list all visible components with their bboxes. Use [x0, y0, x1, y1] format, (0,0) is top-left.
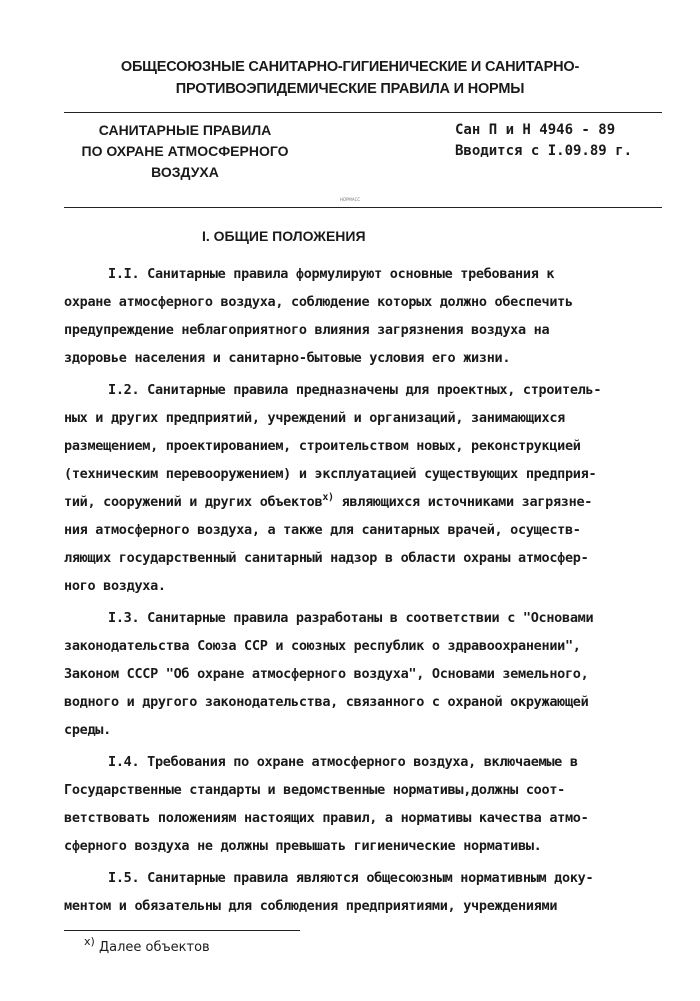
text-line-with-footnote — [64, 488, 674, 516]
document-title-line-2: ПО ОХРАНЕ АТМОСФЕРНОГО — [81, 143, 289, 159]
text-line: Государственные стандарты и ведомственные нормативы,должны соот- — [64, 782, 565, 798]
text-line: ния атмосферного воздуха, а также для санитарных врачей, осуществ- — [64, 522, 581, 538]
header-title-line-2: ПРОТИВОЭПИДЕМИЧЕСКИЕ ПРАВИЛА И НОРМЫ — [175, 81, 525, 97]
text-line: I.5. Санитарные правила являются общесоюзным нормативным доку- — [108, 870, 594, 886]
document-meta — [455, 120, 685, 162]
stamp-mark: НОРМАСС — [339, 197, 361, 202]
text-line: предупреждение неблагоприятного влияния загрязнения воздуха на — [64, 322, 550, 338]
document-code: Сан П и Н 4946 - 89 — [455, 122, 616, 138]
text-line: среды. — [64, 722, 111, 738]
document-body — [64, 260, 674, 924]
text-line: ментом и обязательны для соблюдения предприятиями, учреждениями — [64, 898, 558, 914]
document-title-line-3: ВОЗДУХА — [151, 164, 219, 180]
text-segment: тий, сооружений и других объектов — [64, 494, 323, 510]
paragraph-1-5 — [64, 864, 674, 920]
text-line: ветствовать положениям настоящих правил, а нормативы качества атмо- — [64, 810, 589, 826]
paragraph-1-3 — [64, 604, 674, 744]
text-line: ляющих государственный санитарный надзор в области охраны атмосфер- — [64, 550, 589, 566]
text-line: здоровье населения и санитарно-бытовые условия его жизни. — [64, 350, 511, 366]
footnote-marker: x) — [84, 935, 95, 948]
text-line: сферного воздуха не должны превышать гигиенические нормативы. — [64, 838, 542, 854]
title-divider — [64, 207, 662, 208]
footnote-reference: x) — [322, 492, 334, 503]
text-line: водного и другого законодательства, связанного с охраной окружающей — [64, 694, 589, 710]
footnote-divider — [64, 930, 300, 931]
effective-date: Вводится с I.09.89 г. — [455, 143, 633, 159]
header-title — [0, 56, 700, 100]
section-title: I. ОБЩИЕ ПОЛОЖЕНИЯ — [202, 228, 366, 244]
paragraph-1-2 — [64, 376, 674, 600]
paragraph-1-4 — [64, 748, 674, 860]
text-line: ных и других предприятий, учреждений и организаций, занимающихся — [64, 410, 565, 426]
header-title-line-1: ОБЩЕСОЮЗНЫЕ САНИТАРНО-ГИГИЕНИЧЕСКИЕ И САНИТАРНО- — [120, 59, 580, 75]
text-line: I.2. Санитарные правила предназначены для проектных, строитель- — [108, 382, 602, 398]
text-line: размещением, проектированием, строительством новых, реконструкцией — [64, 438, 581, 454]
text-line: Законом СССР "Об охране атмосферного воздуха", Основами земельного, — [64, 666, 589, 682]
text-segment: являющихся источниками загрязне- — [333, 494, 593, 510]
paragraph-1-1 — [64, 260, 674, 372]
text-line: законодательства Союза ССР и союзных республик о здравоохранении", — [64, 638, 581, 654]
document-title-line-1: САНИТАРНЫЕ ПРАВИЛА — [98, 122, 272, 138]
text-line: I.4. Требования по охране атмосферного воздуха, включаемые в — [108, 754, 578, 770]
text-line: охране атмосферного воздуха, соблюдение которых должно обеспечить — [64, 294, 573, 310]
text-line: I.3. Санитарные правила разработаны в соответствии с "Основами — [108, 610, 594, 626]
text-line: ного воздуха. — [64, 578, 166, 594]
text-line: (техническим перевооружением) и эксплуатацией существующих предприя- — [64, 466, 597, 482]
header-divider — [64, 112, 662, 113]
text-line: I.I. Санитарные правила формулируют основные требования к — [108, 266, 555, 282]
footnote-text: Далее объектов — [94, 940, 210, 955]
document-title — [60, 120, 310, 183]
footnote — [84, 935, 210, 955]
